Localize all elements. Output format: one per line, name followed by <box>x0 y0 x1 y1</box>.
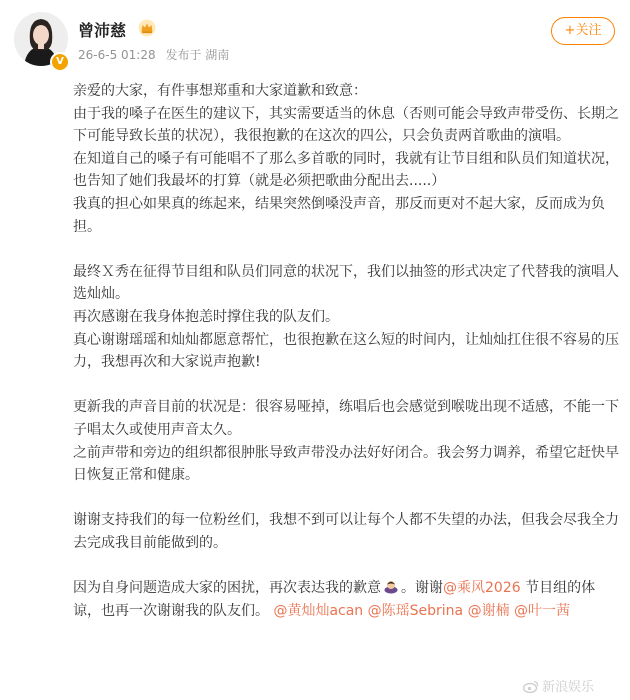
post-paragraph: 由于我的嗓子在医生的建议下，其实需要适当的休息（否则可能会导致声带受伤、长期之下可能导致长茧的状况），我很抱歉的在这次的四公，只会负责两首歌曲的演唱。 <box>73 105 619 145</box>
post-time[interactable]: 26-6-5 01:28 <box>78 48 156 62</box>
post-paragraph: 最终Ｘ秀在征得节目组和队员们同意的状况下，我们以抽签的形式决定了代替我的演唱人选灿灿。 <box>73 263 619 303</box>
post-content <box>73 80 621 622</box>
post-text: 节目组的体谅，也再一次谢谢我的队友们。 <box>73 580 596 619</box>
post-paragraph: 真心谢谢瑶瑶和灿灿都愿意帮忙，也很抱歉在这么短的时间内，让灿灿扛住很不容易的压力，我想再次和大家说声抱歉! <box>73 331 619 371</box>
post-paragraph: 在知道自己的嗓子有可能唱不了那么多首歌的同时，我就有让节目组和队员们知道状况，也告知了她们我最坏的打算（就是必须把歌曲分配出去.....） <box>73 150 619 190</box>
follow-button[interactable]: +关注 <box>551 17 615 45</box>
mention-link[interactable]: @乘风2026 <box>443 580 521 597</box>
post-paragraph: 再次感谢在我身体抱恙时撑住我的队友们。 <box>73 308 339 325</box>
post-meta <box>78 46 235 63</box>
post-paragraph: 谢谢支持我们的每一位粉丝们，我想不到可以让每个人都不失望的办法，但我会尽我全力去完成我目前能做到的。 <box>73 512 619 551</box>
watermark-text: 新浪娱乐 <box>542 680 595 695</box>
crown-icon <box>138 19 156 37</box>
post-text: 因为自身问题造成大家的困扰，再次表达我的歉意 <box>73 580 381 597</box>
post-source: 发布于 湖南 <box>165 48 230 62</box>
post-paragraph: 更新我的声音目前的状况是：很容易哑掉，练唱后也会感觉到喉咙出现不适感，不能一下子唱太久或使用声音太久。 <box>73 399 619 438</box>
post-paragraph: 我真的担心如果真的练起来，结果突然倒嗓没声音，那反而更对不起大家，反而成为负担。 <box>73 195 605 235</box>
post-paragraph: 亲爱的大家，有件事想郑重和大家道歉和致意： <box>73 83 367 99</box>
mention-link[interactable]: @黄灿灿acan <box>273 602 364 619</box>
post-text: 。谢谢 <box>401 580 443 597</box>
mention-link[interactable]: @陈瑶Sebrina <box>367 602 464 619</box>
weibo-logo-icon <box>523 680 539 693</box>
mention-link[interactable]: @叶一茜 <box>514 602 571 619</box>
verified-badge-icon: V <box>50 52 70 72</box>
username[interactable]: 曾沛慈 <box>78 21 127 40</box>
mention-link[interactable]: @谢楠 <box>467 602 510 619</box>
post-paragraph: 之前声带和旁边的组织都很肿胀导致声带没办法好好闭合。我会努力调养，希望它赶快早日恢复正常和健康。 <box>73 444 619 484</box>
bowing-emoji-icon <box>383 578 399 594</box>
post-paragraph-final <box>73 577 621 622</box>
watermark <box>523 676 594 695</box>
